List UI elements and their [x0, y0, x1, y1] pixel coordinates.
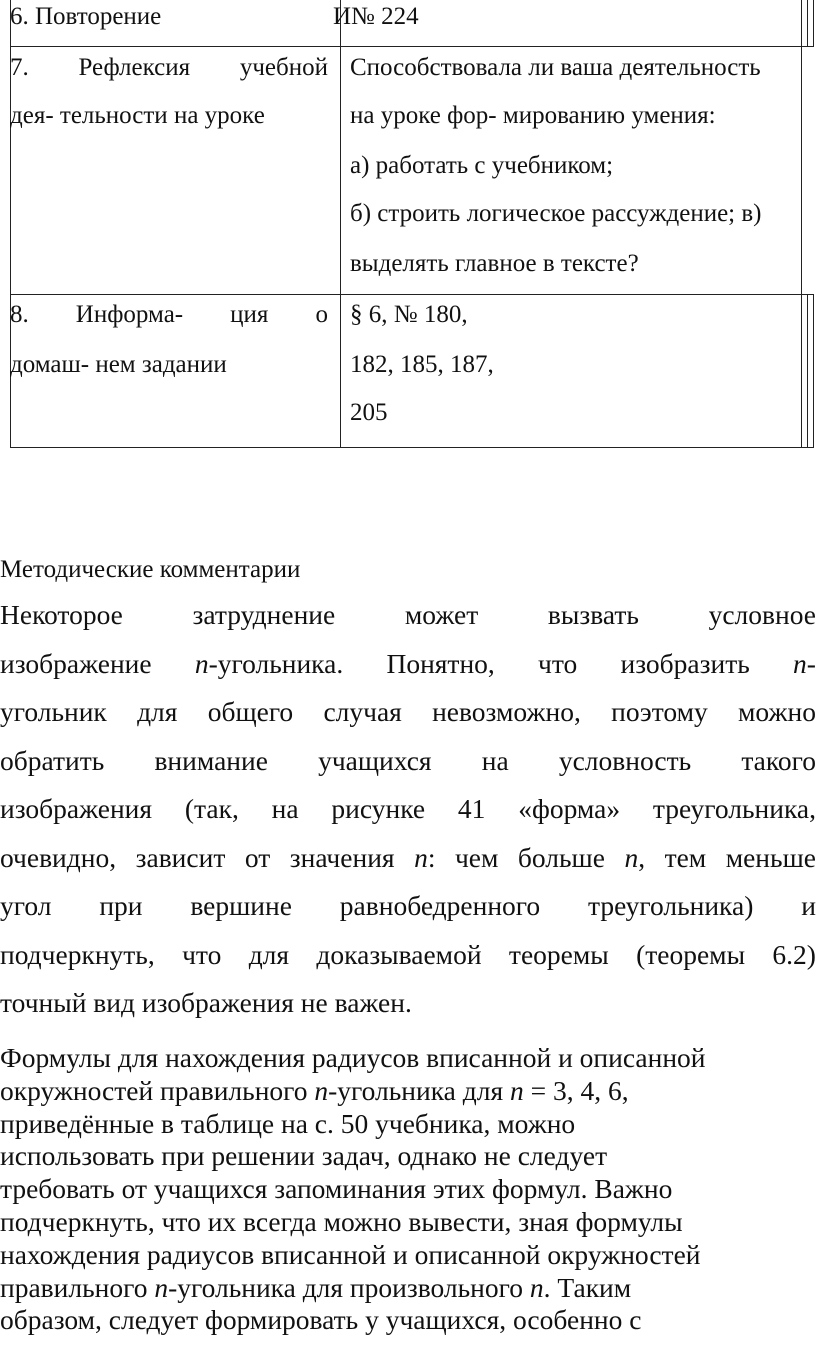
column-divider: [340, 0, 341, 448]
word: подчеркнуть,: [0, 938, 155, 970]
content-line: на уроке фор- мированию умения:: [350, 102, 716, 129]
table-border-double: [813, 294, 814, 448]
word: на: [271, 793, 299, 824]
word: условность: [558, 744, 692, 776]
content-line: Способствовала ли ваша деятельность: [350, 54, 761, 81]
word: чем: [454, 841, 499, 873]
paragraph-line: [0, 937, 816, 973]
paragraph-line: [0, 743, 816, 779]
word: угол: [0, 890, 52, 921]
word: для: [248, 938, 290, 970]
word: такого: [741, 744, 816, 776]
word: треугольника): [588, 890, 754, 921]
word: зависит: [135, 841, 226, 873]
stage-cell-line: дея- тельности на уроке: [10, 102, 265, 129]
table-border-right: [801, 0, 802, 448]
stage-cell-line: домаш- нем задании: [10, 351, 227, 378]
paragraph-line: [0, 888, 816, 924]
word: случая: [323, 696, 402, 727]
word: общего: [207, 696, 294, 727]
word: равнобедренного: [339, 890, 541, 921]
word: (теоремы: [636, 938, 746, 970]
paragraph-line: [0, 597, 816, 633]
word: учащихся: [318, 744, 432, 776]
word: доказываемой: [316, 938, 482, 970]
word: 41: [457, 793, 486, 824]
paragraph-line: приведённые в таблице на с. 50 учебника, можно: [0, 1107, 576, 1139]
stage-cell: 6. Повторение: [10, 3, 162, 30]
word: меньше: [725, 841, 816, 873]
word: поэтому: [611, 696, 708, 727]
word: 6.2): [772, 938, 816, 970]
word: изображение: [0, 647, 152, 679]
word: очевидно,: [0, 841, 117, 873]
table-border-double: [813, 0, 814, 46]
word: рисунке: [331, 793, 426, 824]
word: что: [182, 938, 222, 970]
word: внимание: [154, 744, 268, 776]
content-line: а) работать с учебником;: [350, 152, 614, 179]
word: точный вид изображения не важен.: [0, 987, 412, 1018]
stage-word: о: [315, 301, 328, 328]
paragraph-line: [0, 791, 816, 827]
table-border-double: [807, 0, 808, 46]
stage-word: 7.: [10, 54, 29, 81]
word: теоремы: [508, 938, 609, 970]
stage-word: 8.: [10, 301, 29, 328]
paragraph-line: [0, 694, 816, 730]
paragraph-line: использовать при решении задач, однако не следует: [0, 1140, 608, 1172]
word: значения: [289, 841, 395, 873]
paragraph-line: [0, 840, 816, 876]
word: невозможно,: [432, 696, 581, 727]
stage-word: Рефлексия: [78, 54, 191, 81]
content-line: § 6, № 180,: [350, 301, 468, 328]
word: изображения: [0, 793, 153, 824]
word: затруднение: [192, 599, 336, 630]
row-divider: [10, 46, 814, 47]
word: Некоторое: [0, 599, 123, 630]
section-heading: Методические комментарии: [0, 556, 301, 583]
table-border-bottom: [10, 447, 814, 448]
word: можно: [738, 696, 816, 727]
word: обратить: [0, 744, 105, 776]
word: при: [99, 890, 143, 921]
row-divider: [10, 294, 814, 295]
word: что: [538, 647, 578, 679]
word: может: [404, 599, 479, 630]
paragraph-line: [0, 646, 816, 682]
word: треугольника,: [652, 793, 816, 824]
paragraph-line: требовать от учащихся запоминания этих формул. Важно: [0, 1173, 673, 1205]
paragraph-line: подчеркнуть, что их всегда можно вывести, зная формулы: [0, 1206, 683, 1237]
word: тем: [664, 841, 707, 873]
word: условное: [708, 599, 816, 630]
word: n,: [624, 841, 646, 873]
paragraph-line: Формулы для нахождения радиусов вписанной и описанной: [0, 1042, 706, 1073]
lesson-plan-table: [10, 0, 814, 448]
word: на: [481, 744, 509, 776]
stage-word: ция: [230, 301, 269, 328]
paragraph-line: правильного n-угольника для произвольного n. Таким: [0, 1271, 632, 1303]
stage-word: учебной: [239, 54, 328, 81]
word: Понятно,: [386, 647, 495, 679]
word: и: [801, 890, 816, 921]
word: n-: [793, 647, 816, 679]
paragraph-line: [0, 985, 816, 1021]
content-line: 205: [350, 399, 388, 426]
word: вызвать: [547, 599, 639, 630]
stage-word: Информа-: [75, 301, 184, 328]
table-border-double: [807, 294, 808, 448]
content-line: выделять главное в тексте?: [350, 250, 639, 277]
word: n-угольника.: [194, 647, 344, 679]
word: от: [244, 841, 271, 873]
word: угольник: [0, 696, 107, 727]
paragraph-line: нахождения радиусов вписанной и описанной окружностей: [0, 1238, 701, 1270]
word: для: [137, 696, 178, 727]
paragraph-line: образом, следует формировать у учащихся, особенно с: [0, 1304, 642, 1336]
content-line: б) строить логическое рассуждение; в): [350, 200, 762, 227]
paragraph-line: окружностей правильного n-угольника для n = 3, 4, 6,: [0, 1074, 629, 1106]
content-cell: И№ 224: [333, 3, 419, 30]
word: изобразить: [620, 647, 750, 679]
stage-cell-line: [10, 300, 328, 330]
word: «форма»: [518, 793, 621, 824]
word: вершине: [190, 890, 292, 921]
word: n:: [414, 841, 436, 873]
stage-cell-line: [10, 53, 328, 83]
word: (так,: [184, 793, 239, 824]
content-line: 182, 185, 187,: [350, 351, 494, 378]
word: больше: [517, 841, 605, 873]
